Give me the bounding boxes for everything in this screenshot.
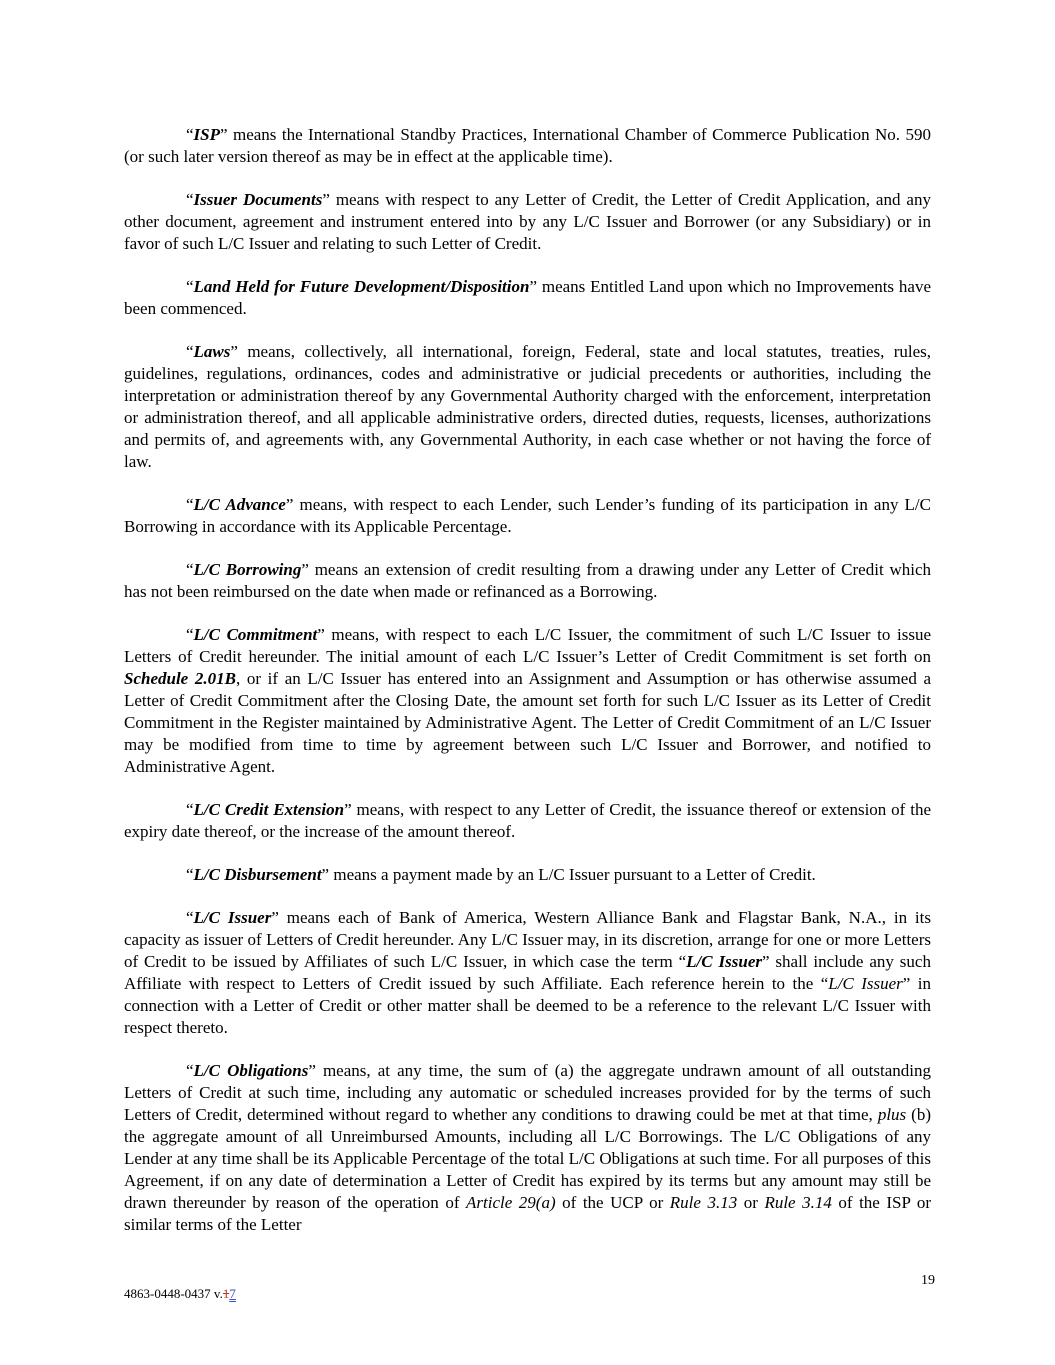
definition-lc-advance: “L/C Advance” means, with respect to each Lender, such Lender’s funding of its participation in any L/C Borrowing in accordance with its Applicable Percentage.	[124, 495, 931, 536]
definition-isp: “ISP” means the International Standby Practices, International Chamber of Commerce Publication No. 590 (or such later version thereof as may be in effect at the applicable time).	[124, 125, 931, 166]
definition-lc-commitment: “L/C Commitment” means, with respect to each L/C Issuer, the commitment of such L/C Issuer to issue Letters of Credit hereunder. The initial amount of each L/C Issuer’s Letter of Credit Commitment is set forth on Schedule 2.01B, or if an L/C Issuer has entered into an Assignment and Assumption or has otherwise assumed a Letter of Credit Commitment after the Closing Date, the amount set forth for such L/C Issuer as its Letter of Credit Commitment in the Register maintained by Administrative Agent. The Letter of Credit Commitment of an L/C Issuer may be modified from time to time by agreement between such L/C Issuer and Borrower, and notified to Administrative Agent.	[124, 625, 932, 776]
footer-doc-id-line	[124, 1286, 236, 1302]
definition-lc-issuer: “L/C Issuer” means each of Bank of America, Western Alliance Bank and Flagstar Bank, N.A., in its capacity as issuer of Letters of Credit hereunder. Any L/C Issuer may, in its discretion, arrange for one or more Letters of Credit to be issued by Affiliates of such L/C Issuer, in which case the term “L/C Issuer” shall include any such Affiliate with respect to Letters of Credit issued by such Affiliate. Each reference herein to the “L/C Issuer” in connection with a Letter of Credit or other matter shall be deemed to be a reference to the relevant L/C Issuer with respect thereto.	[124, 908, 931, 1037]
definition-lc-borrowing: “L/C Borrowing” means an extension of credit resulting from a drawing under any Letter of Credit which has not been reimbursed on the date when made or refinanced as a Borrowing.	[124, 560, 931, 601]
definition-land-held-for-future-development-disposition: “Land Held for Future Development/Disposition” means Entitled Land upon which no Improvements have been commenced.	[124, 277, 932, 318]
footer-inserted-version: 7	[229, 1286, 236, 1301]
definition-lc-credit-extension: “L/C Credit Extension” means, with respect to any Letter of Credit, the issuance thereof or extension of the expiry date thereof, or the increase of the amount thereof.	[124, 800, 932, 841]
footer-deleted-version: 1	[222, 1286, 230, 1301]
document-body	[124, 124, 931, 1257]
page-number: 19	[921, 1273, 935, 1288]
footer-doc-id: 4863-0448-0437 v.	[124, 1286, 223, 1301]
definition-lc-obligations: “L/C Obligations” means, at any time, the sum of (a) the aggregate undrawn amount of all outstanding Letters of Credit at such time, including any automatic or scheduled increases provided for by the terms of such Letters of Credit, determined without regard to whether any conditions to drawing could be met at that time, plus (b) the aggregate amount of all Unreimbursed Amounts, including all L/C Borrowings. The L/C Obligations of any Lender at any time shall be its Applicable Percentage of the total L/C Obligations at such time. For all purposes of this Agreement, if on any date of determination a Letter of Credit has expired by its terms but any amount may still be drawn thereunder by reason of the operation of Article 29(a) of the UCP or Rule 3.13 or Rule 3.14 of the ISP or similar terms of the Letter	[124, 1061, 932, 1234]
definition-issuer-documents: “Issuer Documents” means with respect to any Letter of Credit, the Letter of Credit Application, and any other document, agreement and instrument entered into by any L/C Issuer and Borrower (or any Subsidiary) or in favor of such L/C Issuer and relating to such Letter of Credit.	[124, 190, 931, 253]
definition-laws: “Laws” means, collectively, all international, foreign, Federal, state and local statutes, treaties, rules, guidelines, regulations, ordinances, codes and administrative or judicial precedents or authorities, including the interpretation or administration thereof by any Governmental Authority charged with the enforcement, interpretation or administration thereof, and all applicable administrative orders, directed duties, requests, licenses, authorizations and permits of, and agreements with, any Governmental Authority, in each case whether or not having the force of law.	[124, 342, 931, 471]
definition-lc-disbursement: “L/C Disbursement” means a payment made by an L/C Issuer pursuant to a Letter of Credit.	[186, 865, 816, 884]
